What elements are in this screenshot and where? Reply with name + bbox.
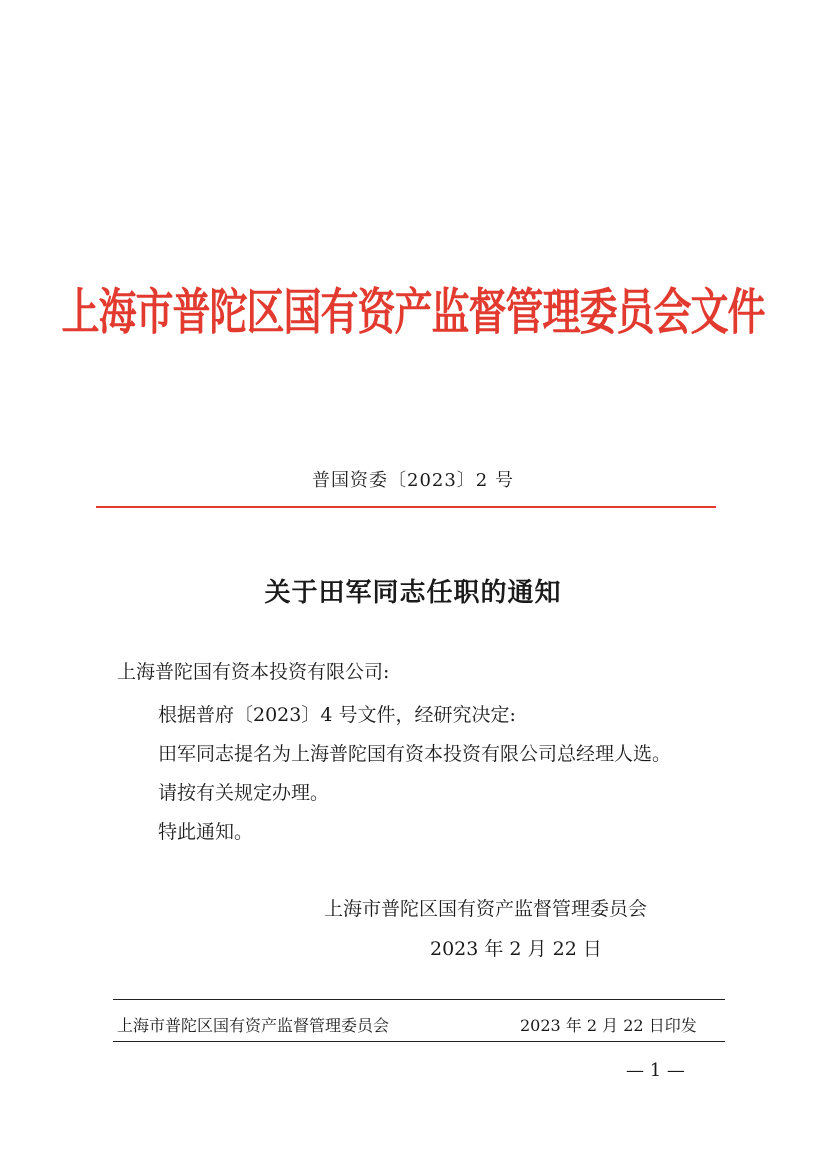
footer-top-rule <box>113 999 725 1000</box>
footer-bottom-rule <box>113 1041 725 1042</box>
signature-date: 2023 年 2 月 22 日 <box>430 938 602 960</box>
footer-organization: 上海市普陀区国有资产监督管理委员会 <box>117 1016 390 1035</box>
body-paragraph: 田军同志提名为上海普陀国有资本投资有限公司总经理人选。 <box>158 743 672 765</box>
document-number: 普国资委〔2023〕2 号 <box>312 470 514 491</box>
issuer-header-title: 上海市普陀区国有资产监督管理委员会文件 <box>61 283 765 341</box>
footer-print-date: 2023 年 2 月 22 日印发 <box>520 1016 697 1035</box>
body-paragraph: 请按有关规定办理。 <box>158 782 330 804</box>
notice-title: 关于田军同志任职的通知 <box>264 578 562 608</box>
page-number: — 1 — <box>626 1060 685 1081</box>
signature-organization: 上海市普陀区国有资产监督管理委员会 <box>324 898 648 920</box>
header-divider <box>96 506 716 508</box>
body-paragraph: 特此通知。 <box>158 821 254 843</box>
body-paragraph: 根据普府〔2023〕4 号文件，经研究决定: <box>158 704 516 726</box>
addressee: 上海普陀国有资本投资有限公司: <box>117 661 390 683</box>
